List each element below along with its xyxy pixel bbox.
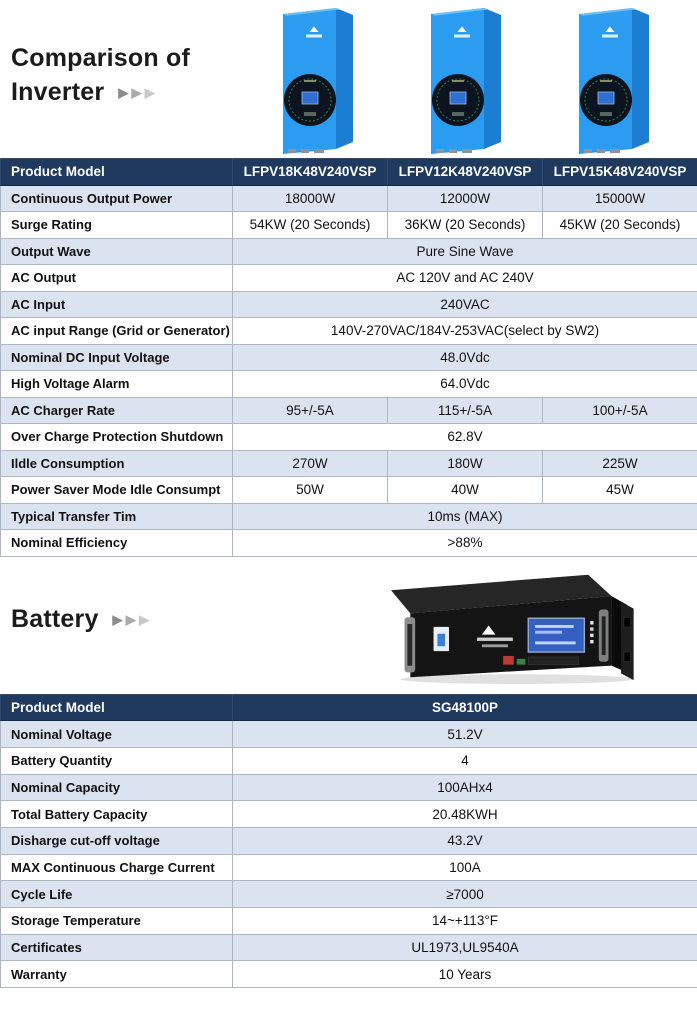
spec-value-merged: 43.2V xyxy=(233,827,697,854)
spec-label: Nominal Voltage xyxy=(1,721,233,748)
battery-spec-table xyxy=(0,694,697,989)
column-header-label: Product Model xyxy=(1,694,233,721)
column-header-label: Product Model xyxy=(1,159,233,186)
arrow-icon: ▶ xyxy=(125,611,136,627)
table-row xyxy=(1,774,697,801)
spec-value: 45KW (20 Seconds) xyxy=(543,212,697,239)
spec-value-merged: UL1973,UL9540A xyxy=(233,934,697,961)
inverter-title-line2: Inverter xyxy=(11,77,105,106)
table-row xyxy=(1,477,697,504)
table-row xyxy=(1,265,697,292)
spec-label: Certificates xyxy=(1,934,233,961)
spec-label: Continuous Output Power xyxy=(1,185,233,212)
spec-value-merged: 14~+113°F xyxy=(233,908,697,935)
spec-label: Nominal Capacity xyxy=(1,774,233,801)
column-header-model: SG48100P xyxy=(233,694,697,721)
spec-value-merged: 140V-270VAC/184V-253VAC(select by SW2) xyxy=(233,318,697,345)
battery-hero-section xyxy=(0,557,697,694)
inverter-title-line1: Comparison of xyxy=(11,44,190,72)
table-row xyxy=(1,344,697,371)
spec-value: 40W xyxy=(388,477,543,504)
arrow-icon: ▶ xyxy=(112,611,123,627)
spec-label: Disharge cut-off voltage xyxy=(1,827,233,854)
spec-value-merged: 10ms (MAX) xyxy=(233,503,697,530)
arrow-icon: ▶ xyxy=(144,85,155,101)
spec-value-merged: 64.0Vdc xyxy=(233,371,697,398)
table-row xyxy=(1,934,697,961)
table-row xyxy=(1,827,697,854)
inverter-product-image-2 xyxy=(422,6,510,154)
spec-label: AC input Range (Grid or Generator) xyxy=(1,318,233,345)
spec-label: Typical Transfer Tim xyxy=(1,503,233,530)
battery-spec-table xyxy=(0,694,697,989)
battery-section-title xyxy=(11,603,149,637)
inverter-comparison-table xyxy=(0,158,697,557)
triple-arrow-icon xyxy=(118,86,155,99)
spec-value: 225W xyxy=(543,450,697,477)
column-header-model: LFPV15K48V240VSP xyxy=(543,159,697,186)
spec-label: Power Saver Mode Idle Consumpt xyxy=(1,477,233,504)
spec-value-merged: 48.0Vdc xyxy=(233,344,697,371)
table-row xyxy=(1,424,697,451)
spec-label: Surge Rating xyxy=(1,212,233,239)
table-row xyxy=(1,881,697,908)
table-header-row xyxy=(1,159,697,186)
spec-value-merged: 240VAC xyxy=(233,291,697,318)
spec-value: 54KW (20 Seconds) xyxy=(233,212,388,239)
spec-value: 12000W xyxy=(388,185,543,212)
table-row xyxy=(1,185,697,212)
spec-label: Ildle Consumption xyxy=(1,450,233,477)
spec-label: Nominal Efficiency xyxy=(1,530,233,557)
column-header-model: LFPV12K48V240VSP xyxy=(388,159,543,186)
spec-value-merged: 10 Years xyxy=(233,961,697,988)
table-row xyxy=(1,503,697,530)
inverter-product-image-1 xyxy=(274,6,362,154)
spec-label: Total Battery Capacity xyxy=(1,801,233,828)
spec-value: 50W xyxy=(233,477,388,504)
spec-value: 45W xyxy=(543,477,697,504)
column-header-model: LFPV18K48V240VSP xyxy=(233,159,388,186)
spec-label: High Voltage Alarm xyxy=(1,371,233,398)
spec-value-merged: 4 xyxy=(233,747,697,774)
battery-title: Battery xyxy=(11,604,99,633)
table-row xyxy=(1,397,697,424)
table-row xyxy=(1,854,697,881)
spec-label: Storage Temperature xyxy=(1,908,233,935)
spec-value-merged: Pure Sine Wave xyxy=(233,238,697,265)
spec-value: 15000W xyxy=(543,185,697,212)
spec-value-merged: 51.2V xyxy=(233,721,697,748)
table-row xyxy=(1,961,697,988)
spec-label: MAX Continuous Charge Current xyxy=(1,854,233,881)
inverter-comparison-table xyxy=(0,158,697,557)
triple-arrow-icon xyxy=(113,613,150,626)
spec-value: 270W xyxy=(233,450,388,477)
spec-label: Warranty xyxy=(1,961,233,988)
spec-label: Cycle Life xyxy=(1,881,233,908)
inverter-hero-section xyxy=(0,0,697,158)
table-row xyxy=(1,238,697,265)
spec-label: Nominal DC Input Voltage xyxy=(1,344,233,371)
spec-value-merged: 100A xyxy=(233,854,697,881)
table-row xyxy=(1,291,697,318)
table-header-row xyxy=(1,694,697,721)
spec-value: 100+/-5A xyxy=(543,397,697,424)
spec-value-merged: 62.8V xyxy=(233,424,697,451)
spec-label: AC Output xyxy=(1,265,233,292)
spec-label: AC Input xyxy=(1,291,233,318)
spec-value: 95+/-5A xyxy=(233,397,388,424)
spec-value: 180W xyxy=(388,450,543,477)
arrow-icon: ▶ xyxy=(138,611,150,627)
table-row xyxy=(1,721,697,748)
spec-value: 115+/-5A xyxy=(388,397,543,424)
table-row xyxy=(1,450,697,477)
battery-product-image xyxy=(362,561,652,689)
spec-value-merged: >88% xyxy=(233,530,697,557)
table-row xyxy=(1,318,697,345)
spec-value: 18000W xyxy=(233,185,388,212)
spec-label: Battery Quantity xyxy=(1,747,233,774)
spec-value-merged: 100AHx4 xyxy=(233,774,697,801)
spec-label: Over Charge Protection Shutdown xyxy=(1,424,233,451)
table-row xyxy=(1,212,697,239)
arrow-icon: ▶ xyxy=(131,85,142,101)
spec-label: AC Charger Rate xyxy=(1,397,233,424)
table-row xyxy=(1,908,697,935)
inverter-section-title xyxy=(11,42,190,110)
spec-label: Output Wave xyxy=(1,238,233,265)
arrow-icon: ▶ xyxy=(118,85,129,101)
table-row xyxy=(1,747,697,774)
spec-value-merged: AC 120V and AC 240V xyxy=(233,265,697,292)
table-row xyxy=(1,801,697,828)
spec-value: 36KW (20 Seconds) xyxy=(388,212,543,239)
spec-value-merged: ≥7000 xyxy=(233,881,697,908)
inverter-product-image-3 xyxy=(570,6,658,154)
table-row xyxy=(1,530,697,557)
spec-value-merged: 20.48KWH xyxy=(233,801,697,828)
table-row xyxy=(1,371,697,398)
